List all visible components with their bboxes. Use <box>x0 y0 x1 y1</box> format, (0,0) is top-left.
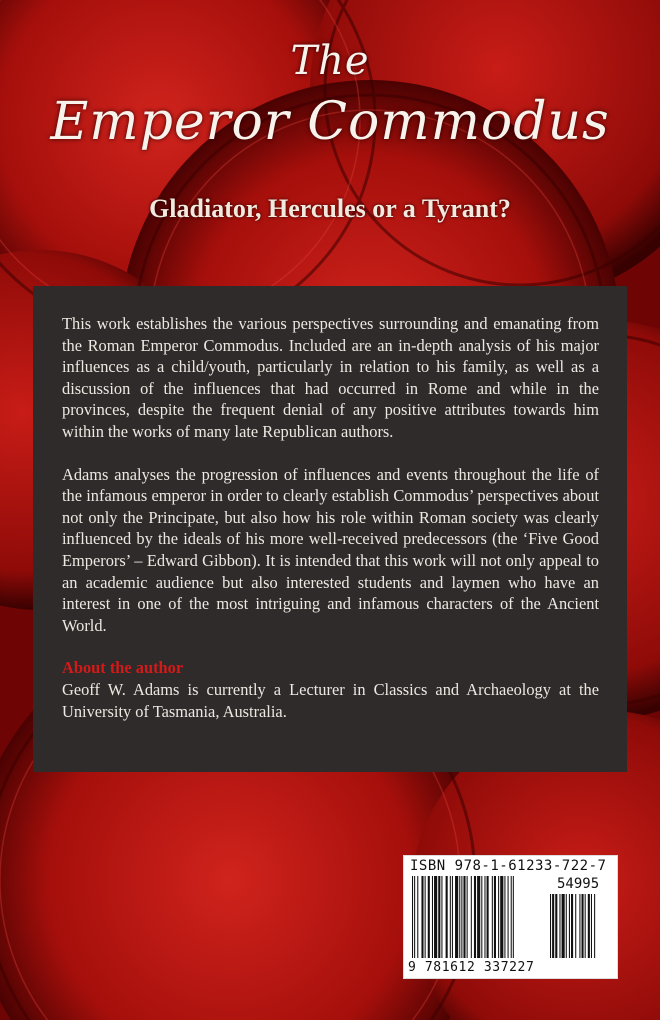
barcode-bar <box>487 876 489 958</box>
barcode-bar <box>511 876 512 958</box>
barcode-bar <box>438 876 440 958</box>
barcode-bar <box>588 894 590 958</box>
barcode-bar <box>571 894 573 958</box>
barcode-bar <box>513 876 514 958</box>
isbn-barcode <box>403 855 618 979</box>
barcode-bar <box>425 876 426 958</box>
barcode-bar <box>569 894 570 958</box>
barcode-bar <box>508 876 509 958</box>
barcode-bar <box>550 894 551 958</box>
barcode-bar <box>559 894 560 958</box>
book-subtitle: Gladiator, Hercules or a Tyrant? <box>149 194 511 223</box>
barcode-bar <box>594 894 595 958</box>
barcode-bar <box>582 894 584 958</box>
barcode-bar <box>477 876 480 958</box>
barcode-bar <box>432 876 433 958</box>
barcode-bar <box>421 876 423 958</box>
barcode-bar <box>446 876 448 958</box>
barcode-bar <box>481 876 482 958</box>
book-title: Emperor Commodus <box>50 92 610 152</box>
barcode-bar <box>575 894 576 958</box>
barcode-bar <box>579 894 580 958</box>
about-author-heading: About the author <box>62 658 184 678</box>
barcode-bar <box>494 876 496 958</box>
barcode-bar <box>463 876 465 958</box>
barcode-bar <box>417 876 418 958</box>
barcode-bar <box>471 876 472 958</box>
addon-digits: 54995 <box>557 876 600 892</box>
title-the: The <box>290 38 370 84</box>
barcode-bar <box>452 876 453 958</box>
barcode-bar <box>585 894 586 958</box>
barcode-bar <box>441 876 442 958</box>
barcode-bar <box>591 894 592 958</box>
barcode-bar <box>467 876 468 958</box>
isbn-label: ISBN 978-1-61233-722-7 <box>410 858 607 874</box>
barcode-bar <box>492 876 493 958</box>
blurb-paragraph-1: This work establishes the various perspectives surrounding and emanating from the Roman Emperor Commodus. Included are an in-depth analysis of his major influences as a child/youth, particularly in relation to his family, as well as a discussion of the influences that had occurred in Rome and while in the provinces, despite the frequent denial of any positive attributes towards him within the works of many late Republican authors. <box>62 314 599 441</box>
blurb-panel <box>33 286 627 772</box>
ean-barcode-bars <box>412 876 546 958</box>
barcode-bar <box>562 894 565 958</box>
barcode-bar <box>450 876 451 958</box>
barcode-bar <box>474 876 476 958</box>
about-author-text: Geoff W. Adams is currently a Lecturer in Classics and Archaeology at the University of Tasmania, Australia. <box>62 679 599 721</box>
addon-barcode-bars <box>550 894 612 958</box>
barcode-bar <box>428 876 430 958</box>
barcode-bar <box>504 876 505 958</box>
blurb-paragraph-2: Adams analyses the progression of influences and events throughout the life of the infamous emperor in order to clearly establish Commodus’ perspectives about not only the Principate, but also how his role within Roman society was clearly influenced by the ideals of his more well-received predecessors (the ‘Five Good Emperors’ – Edward Gibbon). It is intended that this work will not only appeal to an academic audience but also interested students and laymen who have an interest in one of the most intriguing and infamous characters of the Ancient World. <box>62 464 599 635</box>
barcode-bar <box>434 876 437 958</box>
barcode-bar <box>484 876 485 958</box>
barcode-bar <box>552 894 554 958</box>
barcode-bar <box>498 876 499 958</box>
barcode-bar <box>459 876 460 958</box>
barcode-bar <box>412 876 413 958</box>
barcode-bar <box>555 894 557 958</box>
barcode-bar <box>414 876 415 958</box>
ean-digits: 9 781612 337227 <box>408 960 535 975</box>
barcode-bar <box>461 876 462 958</box>
barcode-bar <box>500 876 503 958</box>
barcode-bar <box>566 894 567 958</box>
barcode-bar <box>455 876 458 958</box>
